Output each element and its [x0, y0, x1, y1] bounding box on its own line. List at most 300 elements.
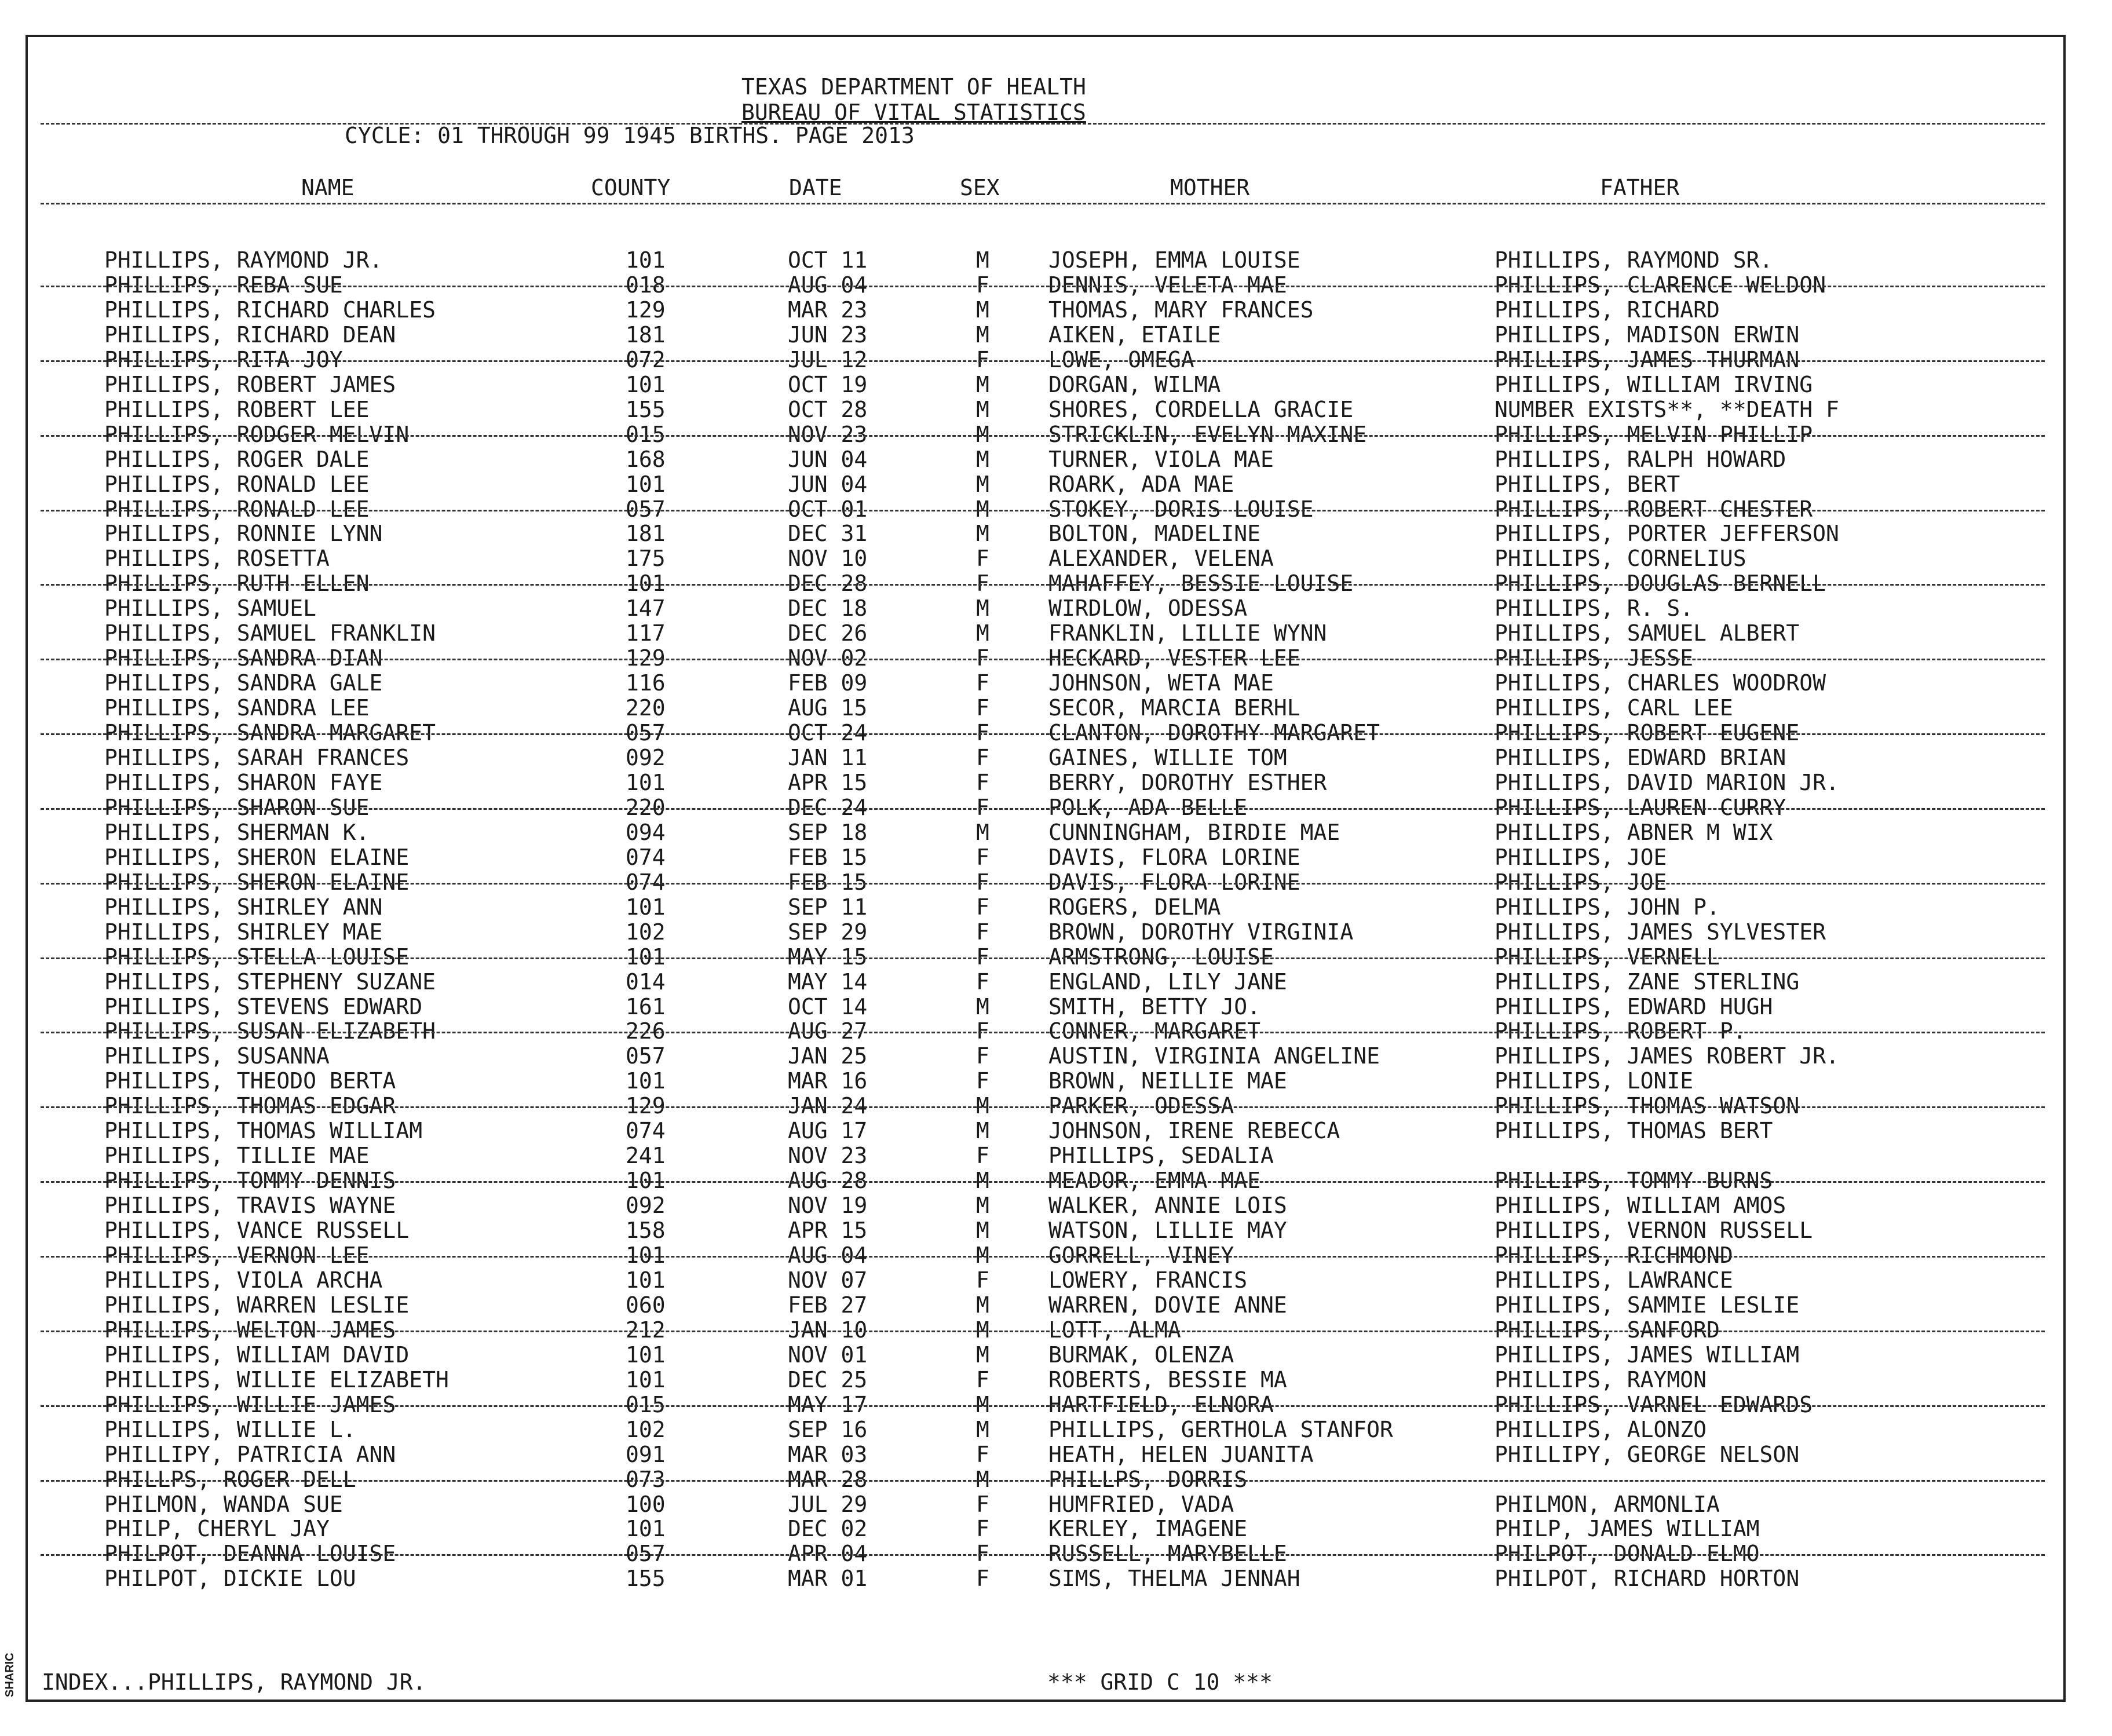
cell-date: JUN 23: [788, 321, 868, 348]
column-header-father: FATHER: [1600, 175, 1680, 200]
cell-sex: F: [976, 272, 989, 298]
table-row: [0, 372, 2112, 397]
cell-name: PHILLIPS, SHERON ELAINE: [104, 869, 410, 895]
table-row: [0, 248, 2112, 273]
cell-name: PHILLIPS, STEVENS EDWARD: [104, 993, 423, 1019]
table-row: [0, 770, 2112, 795]
cell-sex: M: [976, 1391, 989, 1417]
cell-mother: CUNNINGHAM, BIRDIE MAE: [1048, 819, 1340, 845]
table-row: [0, 1293, 2112, 1318]
cell-county: 147: [626, 595, 666, 622]
cell-mother: PARKER, ODESSA: [1048, 1093, 1234, 1119]
cell-date: AUG 04: [788, 272, 868, 298]
cell-father: PHILLIPS, RICHMOND: [1495, 1242, 1733, 1268]
cell-date: MAR 16: [788, 1068, 868, 1094]
cell-date: DEC 02: [788, 1516, 868, 1542]
cell-sex: F: [976, 769, 989, 795]
cell-county: 092: [626, 745, 666, 770]
cell-name: PHILLIPS, RICHARD CHARLES: [104, 297, 436, 323]
cell-name: PHILLPS, ROGER DELL: [104, 1466, 356, 1492]
cell-mother: MAHAFFEY, BESSIE LOUISE: [1048, 571, 1354, 597]
cell-father: PHILLIPS, SAMMIE LESLIE: [1495, 1292, 1800, 1318]
cell-father: PHILLIPS, ROBERT P.: [1495, 1018, 1746, 1044]
cell-county: 057: [626, 1541, 666, 1567]
cell-date: NOV 07: [788, 1267, 868, 1293]
cell-sex: F: [976, 1491, 989, 1517]
cell-father: PHILLIPS, MELVIN PHILLIP: [1495, 421, 1813, 447]
cell-sex: M: [976, 297, 989, 323]
cell-date: MAR 28: [788, 1466, 868, 1492]
cell-date: NOV 19: [788, 1193, 868, 1219]
cell-father: PHILLIPS, ALONZO: [1495, 1416, 1707, 1442]
cell-county: 094: [626, 819, 666, 845]
table-row: [0, 1218, 2112, 1243]
table-row: [0, 696, 2112, 721]
cell-sex: M: [976, 1416, 989, 1442]
table-row: [0, 1442, 2112, 1467]
table-row: [0, 920, 2112, 945]
cell-name: PHILP, CHERYL JAY: [104, 1516, 330, 1542]
cell-mother: WALKER, ANNIE LOIS: [1048, 1193, 1287, 1219]
cell-county: 102: [626, 1416, 666, 1442]
cell-sex: M: [976, 1168, 989, 1194]
cell-sex: M: [976, 993, 989, 1019]
cell-mother: BERRY, DOROTHY ESTHER: [1048, 769, 1327, 795]
cell-name: PHILLIPS, ROBERT JAMES: [104, 371, 396, 397]
cell-county: 073: [626, 1466, 666, 1492]
table-row: [0, 447, 2112, 472]
cell-county: 015: [626, 1391, 666, 1417]
cell-county: 074: [626, 844, 666, 870]
cell-county: 101: [626, 769, 666, 795]
cell-date: APR 15: [788, 1218, 868, 1244]
cell-county: 101: [626, 1267, 666, 1293]
cell-mother: CONNER, MARGARET: [1048, 1018, 1261, 1044]
cell-mother: SIMS, THELMA JENNAH: [1048, 1566, 1300, 1592]
cell-father: PHILLIPS, JESSE: [1495, 645, 1694, 671]
cell-name: PHILLIPS, SUSAN ELIZABETH: [104, 1018, 436, 1044]
cell-name: PHILLIPS, THOMAS EDGAR: [104, 1093, 396, 1119]
cell-sex: M: [976, 396, 989, 422]
cell-county: 101: [626, 247, 666, 273]
cell-mother: STOKEY, DORIS LOUISE: [1048, 496, 1314, 522]
cell-father: PHILLIPS, THOMAS WATSON: [1495, 1093, 1800, 1119]
cell-date: MAY 17: [788, 1391, 868, 1417]
cell-name: PHILLIPS, SHARON FAYE: [104, 769, 383, 795]
cell-father: PHILLIPS, LONIE: [1495, 1068, 1694, 1094]
cell-sex: M: [976, 446, 989, 472]
table-row: [0, 671, 2112, 696]
cell-father: PHILP, JAMES WILLIAM: [1495, 1516, 1760, 1542]
cell-county: 057: [626, 496, 666, 522]
cell-date: JAN 10: [788, 1317, 868, 1343]
row-divider: [41, 659, 2045, 660]
cell-mother: BROWN, NEILLIE MAE: [1048, 1068, 1287, 1094]
cell-county: 101: [626, 371, 666, 397]
table-row: [0, 745, 2112, 770]
cell-mother: SHORES, CORDELLA GRACIE: [1048, 396, 1354, 422]
cell-name: PHILLIPS, SARAH FRANCES: [104, 745, 410, 770]
cell-mother: BOLTON, MADELINE: [1048, 521, 1261, 547]
row-divider: [41, 1106, 2045, 1108]
cell-county: 057: [626, 1043, 666, 1069]
row-divider: [41, 733, 2045, 735]
cell-county: 072: [626, 346, 666, 372]
cell-sex: F: [976, 1018, 989, 1044]
cell-mother: ENGLAND, LILY JANE: [1048, 968, 1287, 995]
cell-date: OCT 24: [788, 720, 868, 746]
cell-mother: AIKEN, ETAILE: [1048, 321, 1221, 348]
cell-name: PHILLIPS, SHARON SUE: [104, 794, 370, 820]
cell-father: PHILLIPS, WILLIAM IRVING: [1495, 371, 1813, 397]
cell-name: PHILLIPS, WILLIE JAMES: [104, 1391, 396, 1417]
cell-name: PHILLIPS, SAMUEL: [104, 595, 317, 622]
cell-sex: F: [976, 1143, 989, 1169]
cell-sex: F: [976, 1516, 989, 1542]
cell-date: DEC 28: [788, 571, 868, 597]
cell-date: SEP 29: [788, 919, 868, 945]
cell-date: DEC 18: [788, 595, 868, 622]
table-row: [0, 1268, 2112, 1293]
cell-county: 116: [626, 670, 666, 696]
cell-name: PHILLIPS, SHIRLEY ANN: [104, 894, 383, 920]
cell-county: 014: [626, 968, 666, 995]
cell-sex: M: [976, 620, 989, 646]
cell-mother: STRICKLIN, EVELYN MAXINE: [1048, 421, 1367, 447]
footer-grid: *** GRID C 10 ***: [1047, 1669, 1273, 1695]
table-row: [0, 1193, 2112, 1218]
cell-father: PHILLIPS, LAWRANCE: [1495, 1267, 1733, 1293]
cell-mother: CLANTON, DOROTHY MARGARET: [1048, 720, 1380, 746]
cell-county: 181: [626, 521, 666, 547]
cell-sex: F: [976, 1267, 989, 1293]
row-divider: [41, 1554, 2045, 1556]
cell-name: PHILLIPS, STELLA LOUISE: [104, 944, 410, 970]
cell-father: PHILLIPS, JOHN P.: [1495, 894, 1720, 920]
cell-mother: MEADOR, EMMA MAE: [1048, 1168, 1261, 1194]
cell-sex: M: [976, 1292, 989, 1318]
cell-father: PHILLIPS, CHARLES WOODROW: [1495, 670, 1826, 696]
cell-county: 129: [626, 645, 666, 671]
cell-date: JUL 12: [788, 346, 868, 372]
cell-date: MAR 03: [788, 1441, 868, 1467]
cell-father: PHILLIPS, SANFORD: [1495, 1317, 1720, 1343]
cell-county: 129: [626, 297, 666, 323]
cell-date: JUN 04: [788, 446, 868, 472]
cell-father: PHILLIPS, TOMMY BURNS: [1495, 1168, 1773, 1194]
cell-sex: F: [976, 1541, 989, 1567]
cell-mother: SMITH, BETTY JO.: [1048, 993, 1261, 1019]
cell-father: PHILLIPS, RICHARD: [1495, 297, 1720, 323]
cell-county: 158: [626, 1218, 666, 1244]
cell-county: 168: [626, 446, 666, 472]
cell-father: PHILLIPS, VARNEL EDWARDS: [1495, 1391, 1813, 1417]
cell-name: PHILPOT, DEANNA LOUISE: [104, 1541, 396, 1567]
cell-mother: LOWERY, FRANCIS: [1048, 1267, 1248, 1293]
cell-father: PHILLIPS, JAMES SYLVESTER: [1495, 919, 1826, 945]
cell-name: PHILLIPS, SANDRA LEE: [104, 695, 370, 721]
cell-date: DEC 25: [788, 1366, 868, 1393]
cell-date: MAY 14: [788, 968, 868, 995]
cell-name: PHILLIPY, PATRICIA ANN: [104, 1441, 396, 1467]
cell-mother: KERLEY, IMAGENE: [1048, 1516, 1248, 1542]
table-row: [0, 1566, 2112, 1591]
cell-date: AUG 28: [788, 1168, 868, 1194]
cell-mother: BROWN, DOROTHY VIRGINIA: [1048, 919, 1354, 945]
cell-father: PHILLIPS, SAMUEL ALBERT: [1495, 620, 1800, 646]
side-label: SHARIC: [3, 1653, 16, 1697]
cell-name: PHILLIPS, RUTH ELLEN: [104, 571, 370, 597]
cell-name: PHILLIPS, TRAVIS WAYNE: [104, 1193, 396, 1219]
cell-father: PHILLIPS, DAVID MARION JR.: [1495, 769, 1839, 795]
cell-name: PHILLIPS, RAYMOND JR.: [104, 247, 383, 273]
cell-name: PHILLIPS, SHERMAN K.: [104, 819, 370, 845]
cell-father: PHILLIPS, JAMES ROBERT JR.: [1495, 1043, 1839, 1069]
cell-father: PHILPOT, DONALD ELMO: [1495, 1541, 1760, 1567]
cell-father: PHILLIPS, EDWARD BRIAN: [1495, 745, 1786, 770]
cell-date: APR 04: [788, 1541, 868, 1567]
column-header-mother: MOTHER: [1170, 175, 1250, 200]
cell-name: PHILLIPS, TOMMY DENNIS: [104, 1168, 396, 1194]
cell-date: OCT 28: [788, 396, 868, 422]
cell-date: OCT 19: [788, 371, 868, 397]
table-row: [0, 1044, 2112, 1069]
row-divider: [41, 808, 2045, 810]
cell-father: PHILMON, ARMONLIA: [1495, 1491, 1720, 1517]
cell-sex: M: [976, 1093, 989, 1119]
cell-sex: F: [976, 546, 989, 572]
cell-county: 101: [626, 471, 666, 497]
cell-mother: WIRDLOW, ODESSA: [1048, 595, 1248, 622]
cell-date: APR 15: [788, 769, 868, 795]
cell-name: PHILLIPS, VERNON LEE: [104, 1242, 370, 1268]
cell-sex: F: [976, 1068, 989, 1094]
cell-mother: RUSSELL, MARYBELLE: [1048, 1541, 1287, 1567]
cell-name: PHILLIPS, SANDRA MARGARET: [104, 720, 436, 746]
cell-county: 155: [626, 396, 666, 422]
table-row: [0, 397, 2112, 422]
cell-date: SEP 16: [788, 1416, 868, 1442]
table-row: [0, 1069, 2112, 1094]
cell-date: SEP 18: [788, 819, 868, 845]
cell-name: PHILLIPS, SHERON ELAINE: [104, 844, 410, 870]
cell-date: FEB 15: [788, 844, 868, 870]
footer-index: INDEX...PHILLIPS, RAYMOND JR.: [42, 1669, 426, 1695]
table-row: [0, 1343, 2112, 1368]
cell-name: PHILLIPS, ROBERT LEE: [104, 396, 370, 422]
column-header-name: NAME: [301, 175, 355, 200]
cell-mother: SECOR, MARCIA BERHL: [1048, 695, 1300, 721]
cell-father: PHILLIPS, THOMAS BERT: [1495, 1118, 1773, 1144]
cell-mother: JOHNSON, IRENE REBECCA: [1048, 1118, 1340, 1144]
cell-mother: DENNIS, VELETA MAE: [1048, 272, 1287, 298]
cell-mother: HUMFRIED, VADA: [1048, 1491, 1234, 1517]
cell-name: PHILLIPS, RONALD LEE: [104, 496, 370, 522]
cell-name: PHILLIPS, SANDRA GALE: [104, 670, 383, 696]
cell-name: PHILLIPS, RONALD LEE: [104, 471, 370, 497]
cell-sex: F: [976, 346, 989, 372]
cell-county: 175: [626, 546, 666, 572]
cell-county: 101: [626, 1366, 666, 1393]
cell-name: PHILLIPS, WILLIAM DAVID: [104, 1342, 410, 1368]
cell-father: PHILLIPS, PORTER JEFFERSON: [1495, 521, 1839, 547]
row-divider: [41, 1405, 2045, 1407]
cell-county: 117: [626, 620, 666, 646]
cell-date: AUG 27: [788, 1018, 868, 1044]
cell-mother: PHILLIPS, SEDALIA: [1048, 1143, 1274, 1169]
cell-county: 057: [626, 720, 666, 746]
cell-father: PHILPOT, RICHARD HORTON: [1495, 1566, 1800, 1592]
cell-date: DEC 24: [788, 794, 868, 820]
cell-county: 226: [626, 1018, 666, 1044]
cell-father: PHILLIPS, EDWARD HUGH: [1495, 993, 1773, 1019]
cell-name: PHILLIPS, WILLIE L.: [104, 1416, 356, 1442]
cell-date: SEP 11: [788, 894, 868, 920]
cell-sex: F: [976, 1043, 989, 1069]
cell-father: PHILLIPS, JAMES WILLIAM: [1495, 1342, 1800, 1368]
cell-mother: ARMSTRONG, LOUISE: [1048, 944, 1274, 970]
cell-county: 074: [626, 1118, 666, 1144]
cell-date: JAN 24: [788, 1093, 868, 1119]
cell-father: NUMBER EXISTS**, **DEATH F: [1495, 396, 1839, 422]
column-header-county: COUNTY: [591, 175, 671, 200]
cell-mother: ROBERTS, BESSIE MA: [1048, 1366, 1287, 1393]
cell-county: 220: [626, 794, 666, 820]
cell-mother: THOMAS, MARY FRANCES: [1048, 297, 1314, 323]
cell-county: 102: [626, 919, 666, 945]
cell-father: PHILLIPS, ABNER M WIX: [1495, 819, 1773, 845]
cell-father: PHILLIPS, RAYMON: [1495, 1366, 1707, 1393]
cell-date: DEC 31: [788, 521, 868, 547]
cell-date: NOV 23: [788, 421, 868, 447]
cell-name: PHILLIPS, REBA SUE: [104, 272, 343, 298]
row-divider: [41, 1480, 2045, 1482]
cell-mother: AUSTIN, VIRGINIA ANGELINE: [1048, 1043, 1380, 1069]
cell-sex: F: [976, 1566, 989, 1592]
table-row: [0, 596, 2112, 621]
cell-date: JUL 29: [788, 1491, 868, 1517]
row-divider: [41, 957, 2045, 959]
cell-county: 101: [626, 944, 666, 970]
cell-father: PHILLIPS, JOE: [1495, 844, 1667, 870]
cell-county: 092: [626, 1193, 666, 1219]
table-row: [0, 472, 2112, 497]
cell-sex: F: [976, 695, 989, 721]
cell-mother: DORGAN, WILMA: [1048, 371, 1221, 397]
cell-county: 101: [626, 1068, 666, 1094]
cell-date: NOV 01: [788, 1342, 868, 1368]
cell-name: PHILLIPS, WILLIE ELIZABETH: [104, 1366, 449, 1393]
cell-father: PHILLIPS, WILLIAM AMOS: [1495, 1193, 1786, 1219]
cell-name: PHILLIPS, RITA JOY: [104, 346, 343, 372]
cell-date: OCT 11: [788, 247, 868, 273]
cell-county: 129: [626, 1093, 666, 1119]
table-row: [0, 845, 2112, 870]
row-divider: [41, 510, 2045, 511]
cell-mother: BURMAK, OLENZA: [1048, 1342, 1234, 1368]
row-divider: [41, 883, 2045, 885]
cell-sex: F: [976, 794, 989, 820]
cell-county: 155: [626, 1566, 666, 1592]
cell-sex: M: [976, 1317, 989, 1343]
cell-father: PHILLIPS, BERT: [1495, 471, 1680, 497]
cell-father: PHILLIPS, JAMES THURMAN: [1495, 346, 1800, 372]
cell-father: PHILLIPS, R. S.: [1495, 595, 1694, 622]
cell-date: MAR 01: [788, 1566, 868, 1592]
cell-mother: TURNER, VIOLA MAE: [1048, 446, 1274, 472]
cell-date: JAN 25: [788, 1043, 868, 1069]
cell-father: PHILLIPS, ROBERT CHESTER: [1495, 496, 1813, 522]
cell-date: MAY 15: [788, 944, 868, 970]
cell-name: PHILLIPS, VIOLA ARCHA: [104, 1267, 383, 1293]
cell-county: 100: [626, 1491, 666, 1517]
cell-father: PHILLIPS, LAUREN CURRY: [1495, 794, 1786, 820]
cell-sex: M: [976, 1242, 989, 1268]
cell-mother: DAVIS, FLORA LORINE: [1048, 844, 1300, 870]
cell-date: JAN 11: [788, 745, 868, 770]
cell-date: AUG 17: [788, 1118, 868, 1144]
header-bureau: BUREAU OF VITAL STATISTICS: [741, 100, 1086, 125]
cell-county: 018: [626, 272, 666, 298]
cell-county: 060: [626, 1292, 666, 1318]
cell-date: DEC 26: [788, 620, 868, 646]
cell-date: NOV 23: [788, 1143, 868, 1169]
cell-mother: WARREN, DOVIE ANNE: [1048, 1292, 1287, 1318]
table-row: [0, 298, 2112, 323]
cell-county: 161: [626, 993, 666, 1019]
cell-name: PHILLIPS, TILLIE MAE: [104, 1143, 370, 1169]
cell-sex: F: [976, 670, 989, 696]
header-cycle: CYCLE: 01 THROUGH 99 1945 BIRTHS. PAGE 2013: [345, 123, 915, 148]
cell-county: 181: [626, 321, 666, 348]
cell-date: FEB 15: [788, 869, 868, 895]
cell-date: JUN 04: [788, 471, 868, 497]
cell-sex: M: [976, 1342, 989, 1368]
table-row: [0, 546, 2112, 571]
cell-name: PHILLIPS, VANCE RUSSELL: [104, 1218, 410, 1244]
row-divider: [41, 1032, 2045, 1033]
cell-father: PHILLIPS, RAYMOND SR.: [1495, 247, 1773, 273]
cell-sex: F: [976, 745, 989, 770]
cell-name: PHILLIPS, WARREN LESLIE: [104, 1292, 410, 1318]
cell-county: 101: [626, 894, 666, 920]
cell-sex: M: [976, 1466, 989, 1492]
cell-date: NOV 02: [788, 645, 868, 671]
cell-mother: GAINES, WILLIE TOM: [1048, 745, 1287, 770]
cell-mother: FRANKLIN, LILLIE WYNN: [1048, 620, 1327, 646]
table-row: [0, 1417, 2112, 1442]
cell-father: PHILLIPS, RALPH HOWARD: [1495, 446, 1786, 472]
cell-mother: HARTFIELD, ELNORA: [1048, 1391, 1274, 1417]
cell-sex: M: [976, 247, 989, 273]
cell-sex: F: [976, 1366, 989, 1393]
cell-name: PHILLIPS, RICHARD DEAN: [104, 321, 396, 348]
cell-sex: F: [976, 571, 989, 597]
column-header-sex: SEX: [960, 175, 1000, 200]
cell-name: PHILLIPS, STEPHENY SUZANE: [104, 968, 436, 995]
cell-sex: M: [976, 371, 989, 397]
cell-sex: F: [976, 844, 989, 870]
row-divider: [41, 435, 2045, 437]
table-row: [0, 521, 2112, 546]
cell-name: PHILLIPS, RODGER MELVIN: [104, 421, 410, 447]
cell-name: PHILLIPS, WELTON JAMES: [104, 1317, 396, 1343]
cell-sex: M: [976, 1118, 989, 1144]
cell-county: 015: [626, 421, 666, 447]
cell-mother: DAVIS, FLORA LORINE: [1048, 869, 1300, 895]
table-row: [0, 995, 2112, 1019]
cell-sex: M: [976, 471, 989, 497]
